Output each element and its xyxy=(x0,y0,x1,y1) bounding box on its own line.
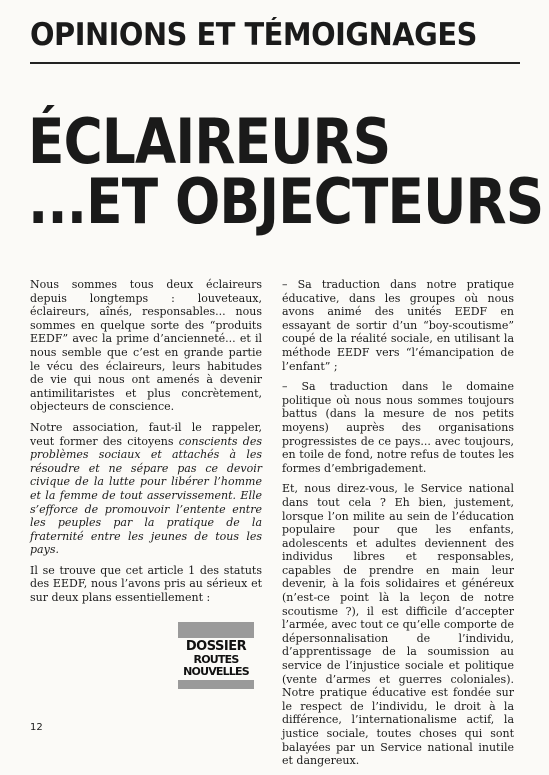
section-header: OPINIONS ET TÉMOIGNAGES xyxy=(30,17,477,53)
article-title xyxy=(28,105,544,238)
logo-bar xyxy=(178,622,254,638)
right-column xyxy=(282,278,514,775)
paragraph: – Sa traduction dans notre pratique éducative, dans les groupes où nous avons animé des unités EEDF en essayant de sortir d’un “boy-scoutisme” coupé de la réalité sociale, en utilisant la méthode EEDF vers “l’émancipation de l’enfant” ; xyxy=(282,278,514,373)
paragraph: – Sa traduction dans le domaine politique où nous nous sommes toujours battus (dans la mesure de nos petits moyens) auprès des organisations progressistes de ce pays... avec toujours, en toile de fond, notre refus de toutes les formes d’embrigadement. xyxy=(282,380,514,475)
paragraph: Et, nous direz-vous, le Service national dans tout cela ? Eh bien, justement, lorsque l’on milite au sein de l’éducation populaire pour que les enfants, adolescents et adultes deviennent des individus libres et responsables, capables de prendre en main leur devenir, à la fois solidaires et généreux (n’est-ce point là la leçon de notre scoutisme ?), il est difficile d’accepter l’armée, avec tout ce qu’elle comporte de dépersonnalisation de l’individu, d’apprentissage de la soumission au service de l’injustice sociale et politique (vente d’armes et guerres coloniales). Notre pratique éducative est fondée sur le respect de l’individu, le droit à la différence, l’internationalisme actif, la justice sociale, toutes choses qui sont balayées par un Service national inutile et dangereux. xyxy=(282,482,514,768)
logo-line-routes: ROUTES xyxy=(193,653,239,666)
paragraph xyxy=(30,421,262,557)
header-rule xyxy=(30,62,520,64)
dossier-logo xyxy=(178,622,254,689)
logo-line-nouvelles: NOUVELLES xyxy=(183,665,249,678)
title-line-2: ...ET OBJECTEURS xyxy=(28,165,544,238)
quoted-statute: conscients des problèmes sociaux et attachés à les résoudre et ne sépare pas ce devoir civique de la lutte pour libérer l’homme et la femme de tout asservissement. Elle s’efforce de promouvoir l’entente entre les peuples par la pratique de la fraternité entre les jeunes de tous les pays. xyxy=(30,434,262,557)
paragraph: Il se trouve que cet article 1 des statuts des EEDF, nous l’avons pris au sérieux et sur deux plans essentiellement : xyxy=(30,563,262,605)
logo-bar xyxy=(178,680,254,689)
left-column xyxy=(30,278,262,612)
paragraph-intro: Notre association, faut-il le rappeler, veut former des citoyens xyxy=(30,420,262,448)
logo-line-dossier: DOSSIER xyxy=(185,639,247,654)
page-number: 12 xyxy=(30,722,43,733)
paragraph: Nous sommes tous deux éclaireurs depuis longtemps : louveteaux, éclaireurs, aînés, responsables... nous sommes en quelque sorte des “produits EEDF” avec la prime d’ancienneté... et il nous semble que c’est en grande partie le vécu des éclaireurs, leurs habitudes de vie qui nous ont amenés à devenir antimilitaristes et plus concrètement, objecteurs de conscience. xyxy=(30,278,262,414)
title-line-1: ÉCLAIREURS xyxy=(28,105,391,178)
